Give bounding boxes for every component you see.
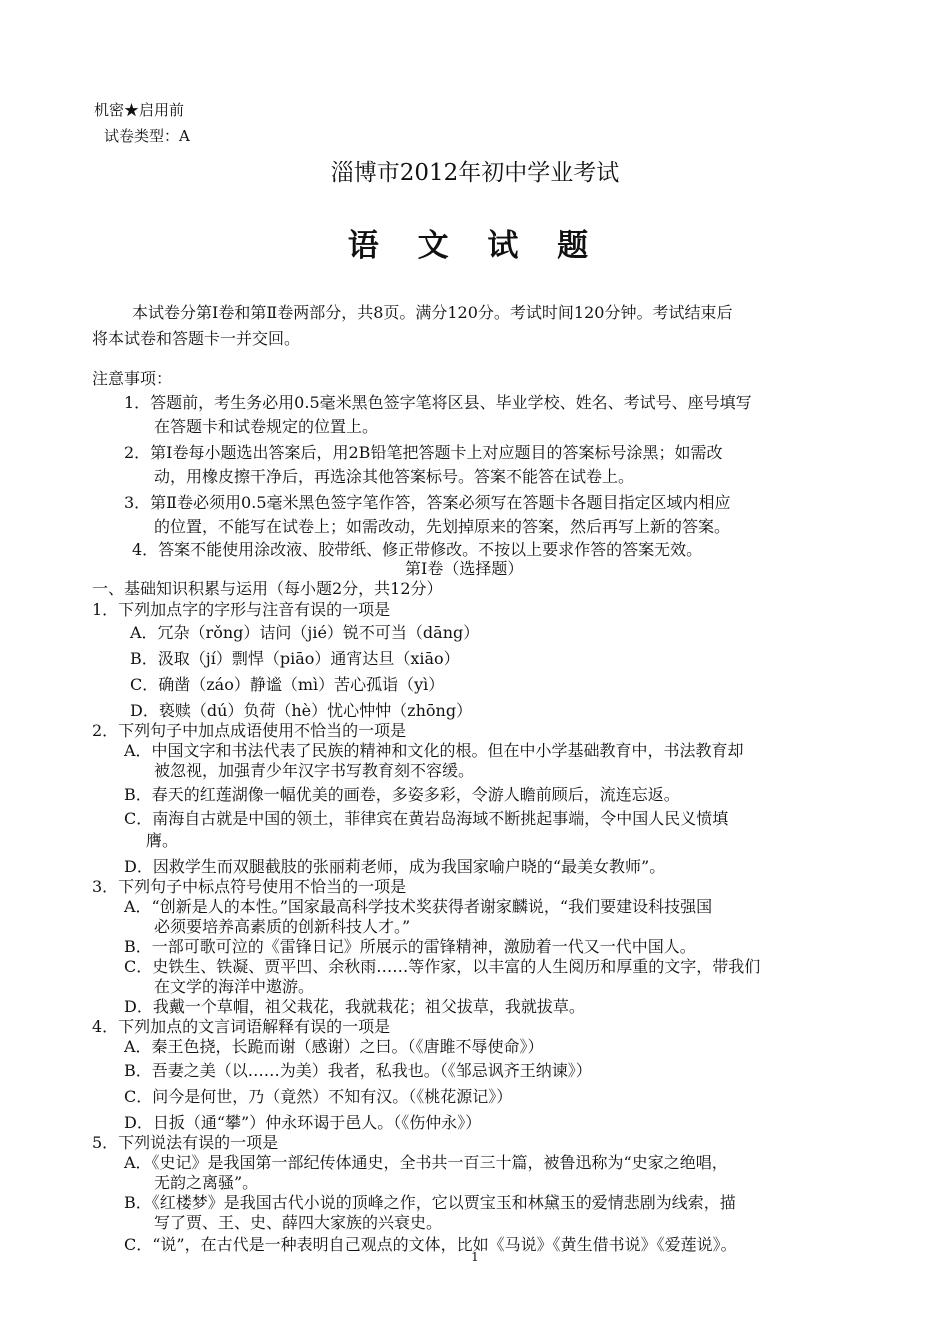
q1-stem: 1．下列加点字的字形与注音有误的一项是 [92, 600, 391, 619]
q2-option-b: B．春天的红莲湖像一幅优美的画卷，多姿多彩，令游人瞻前顾后，流连忘返。 [124, 785, 680, 804]
q1-option-d: D．亵赎（dú）负荷（hè）忧心忡忡（zhōng） [130, 701, 473, 720]
q5-option-a-line-1: A．《史记》是我国第一部纪传体通史，全书共一百三十篇，被鲁迅称为“史家之绝唱， [124, 1153, 728, 1172]
subject-title: 语 文 试 题 [347, 228, 603, 264]
q1-option-a: A．冗杂（rǒng）诘问（jié）锐不可当（dāng） [130, 623, 480, 642]
q2-option-c-line-2: 膺。 [146, 831, 179, 850]
paper-type-label: 试卷类型：A [104, 127, 190, 145]
q3-option-a-line-2: 必须要培养高素质的创新科技人才。” [154, 917, 411, 936]
q4-option-c: C．问今是何世，乃（竟然）不知有汉。（《桃花源记》） [124, 1087, 513, 1106]
q3-option-a-line-1: A．“创新是人的本性。”国家最高科学技术奖获得者谢家麟说，“我们要建设科技强国 [124, 897, 713, 916]
q2-option-c-line-1: C．南海自古就是中国的领土，菲律宾在黄岩岛海域不断挑起事端，令中国人民义愤填 [124, 809, 729, 828]
q2-option-d: D．因救学生而双腿截肢的张丽莉老师，成为我国家喻户晓的“最美女教师”。 [124, 857, 666, 876]
intro-line-1: 本试卷分第Ⅰ卷和第Ⅱ卷两部分，共8页。满分120分。考试时间120分钟。考试结束后 [132, 303, 733, 322]
q4-option-d: D．日扳（通“攀”）仲永环谒于邑人。（《伤仲永》） [124, 1113, 482, 1132]
q2-option-a-line-2: 被忽视，加强青少年汉字书写教育刻不容缓。 [154, 761, 475, 780]
q3-option-d: D．我戴一个草帽，祖父栽花，我就栽花；祖父拔草，我就拔草。 [124, 997, 585, 1016]
q3-option-b: B．一部可歌可泣的《雷锋日记》所展示的雷锋精神，激励着一代又一代中国人。 [124, 937, 696, 956]
confidential-label: 机密★启用前 [94, 101, 185, 119]
q1-option-b: B．汲取（jí）剽悍（piāo）通宵达旦（xiāo） [130, 649, 460, 668]
q2-option-a-line-1: A．中国文字和书法代表了民族的精神和文化的根。但在中小学基础教育中，书法教育却 [124, 741, 744, 760]
q3-option-c-line-2: 在文学的海洋中遨游。 [154, 977, 315, 996]
q1-option-c: C．确凿（záo）静谧（mì）苦心孤诣（yì） [130, 675, 445, 694]
q3-option-c-line-1: C．史铁生、铁凝、贾平凹、余秋雨……等作家，以丰富的人生阅历和厚重的文字，带我们 [124, 957, 761, 976]
notice-2-line-1: 2．第Ⅰ卷每小题选出答案后，用2B铅笔把答题卡上对应题目的答案标号涂黑；如需改 [124, 443, 723, 462]
notice-3-line-1: 3．第Ⅱ卷必须用0.5毫米黑色签字笔作答，答案必须写在答题卡各题目指定区域内相应 [124, 493, 731, 512]
notice-heading: 注意事项： [92, 369, 173, 388]
q3-stem: 3．下列句子中标点符号使用不恰当的一项是 [92, 877, 407, 896]
notice-1-line-2: 在答题卡和试卷规定的位置上。 [154, 417, 379, 436]
page-number: 1 [471, 1250, 479, 1264]
section-heading: 一、基础知识积累与运用（每小题2分，共12分） [92, 579, 443, 598]
intro-line-2: 将本试卷和答题卡一并交回。 [92, 329, 301, 348]
q5-option-a-line-2: 无韵之离骚”。 [154, 1173, 259, 1192]
exam-title: 淄博市2012年初中学业考试 [330, 160, 620, 186]
volume-heading: 第Ⅰ卷（选择题） [405, 559, 524, 578]
notice-2-line-2: 动，用橡皮擦干净后，再选涂其他答案标号。答案不能答在试卷上。 [154, 467, 635, 486]
q4-option-a: A．秦王色挠，长跪而谢（感谢）之曰。（《唐雎不辱使命》） [124, 1037, 544, 1056]
q4-option-b: B．吾妻之美（以……为美）我者，私我也。（《邹忌讽齐王纳谏》） [124, 1061, 592, 1080]
notice-4: 4．答案不能使用涂改液、胶带纸、修正带修改。不按以上要求作答的答案无效。 [132, 540, 703, 559]
q2-stem: 2．下列句子中加点成语使用不恰当的一项是 [92, 721, 407, 740]
notice-1-line-1: 1．答题前，考生务必用0.5毫米黑色签字笔将区县、毕业学校、姓名、考试号、座号填写 [124, 393, 752, 412]
q4-stem: 4．下列加点的文言词语解释有误的一项是 [92, 1017, 391, 1036]
q5-stem: 5．下列说法有误的一项是 [92, 1133, 279, 1152]
q5-option-c: C．“说”，在古代是一种表明自己观点的文体，比如《马说》《黄生借书说》《爱莲说》。 [124, 1235, 737, 1254]
notice-3-line-2: 的位置，不能写在试卷上；如需改动，先划掉原来的答案，然后再写上新的答案。 [154, 517, 731, 536]
q5-option-b-line-2: 写了贾、王、史、薛四大家族的兴衰史。 [154, 1213, 443, 1232]
q5-option-b-line-1: B．《红楼梦》是我国古代小说的顶峰之作，它以贾宝玉和林黛玉的爱情悲剧为线索，描 [124, 1193, 736, 1212]
